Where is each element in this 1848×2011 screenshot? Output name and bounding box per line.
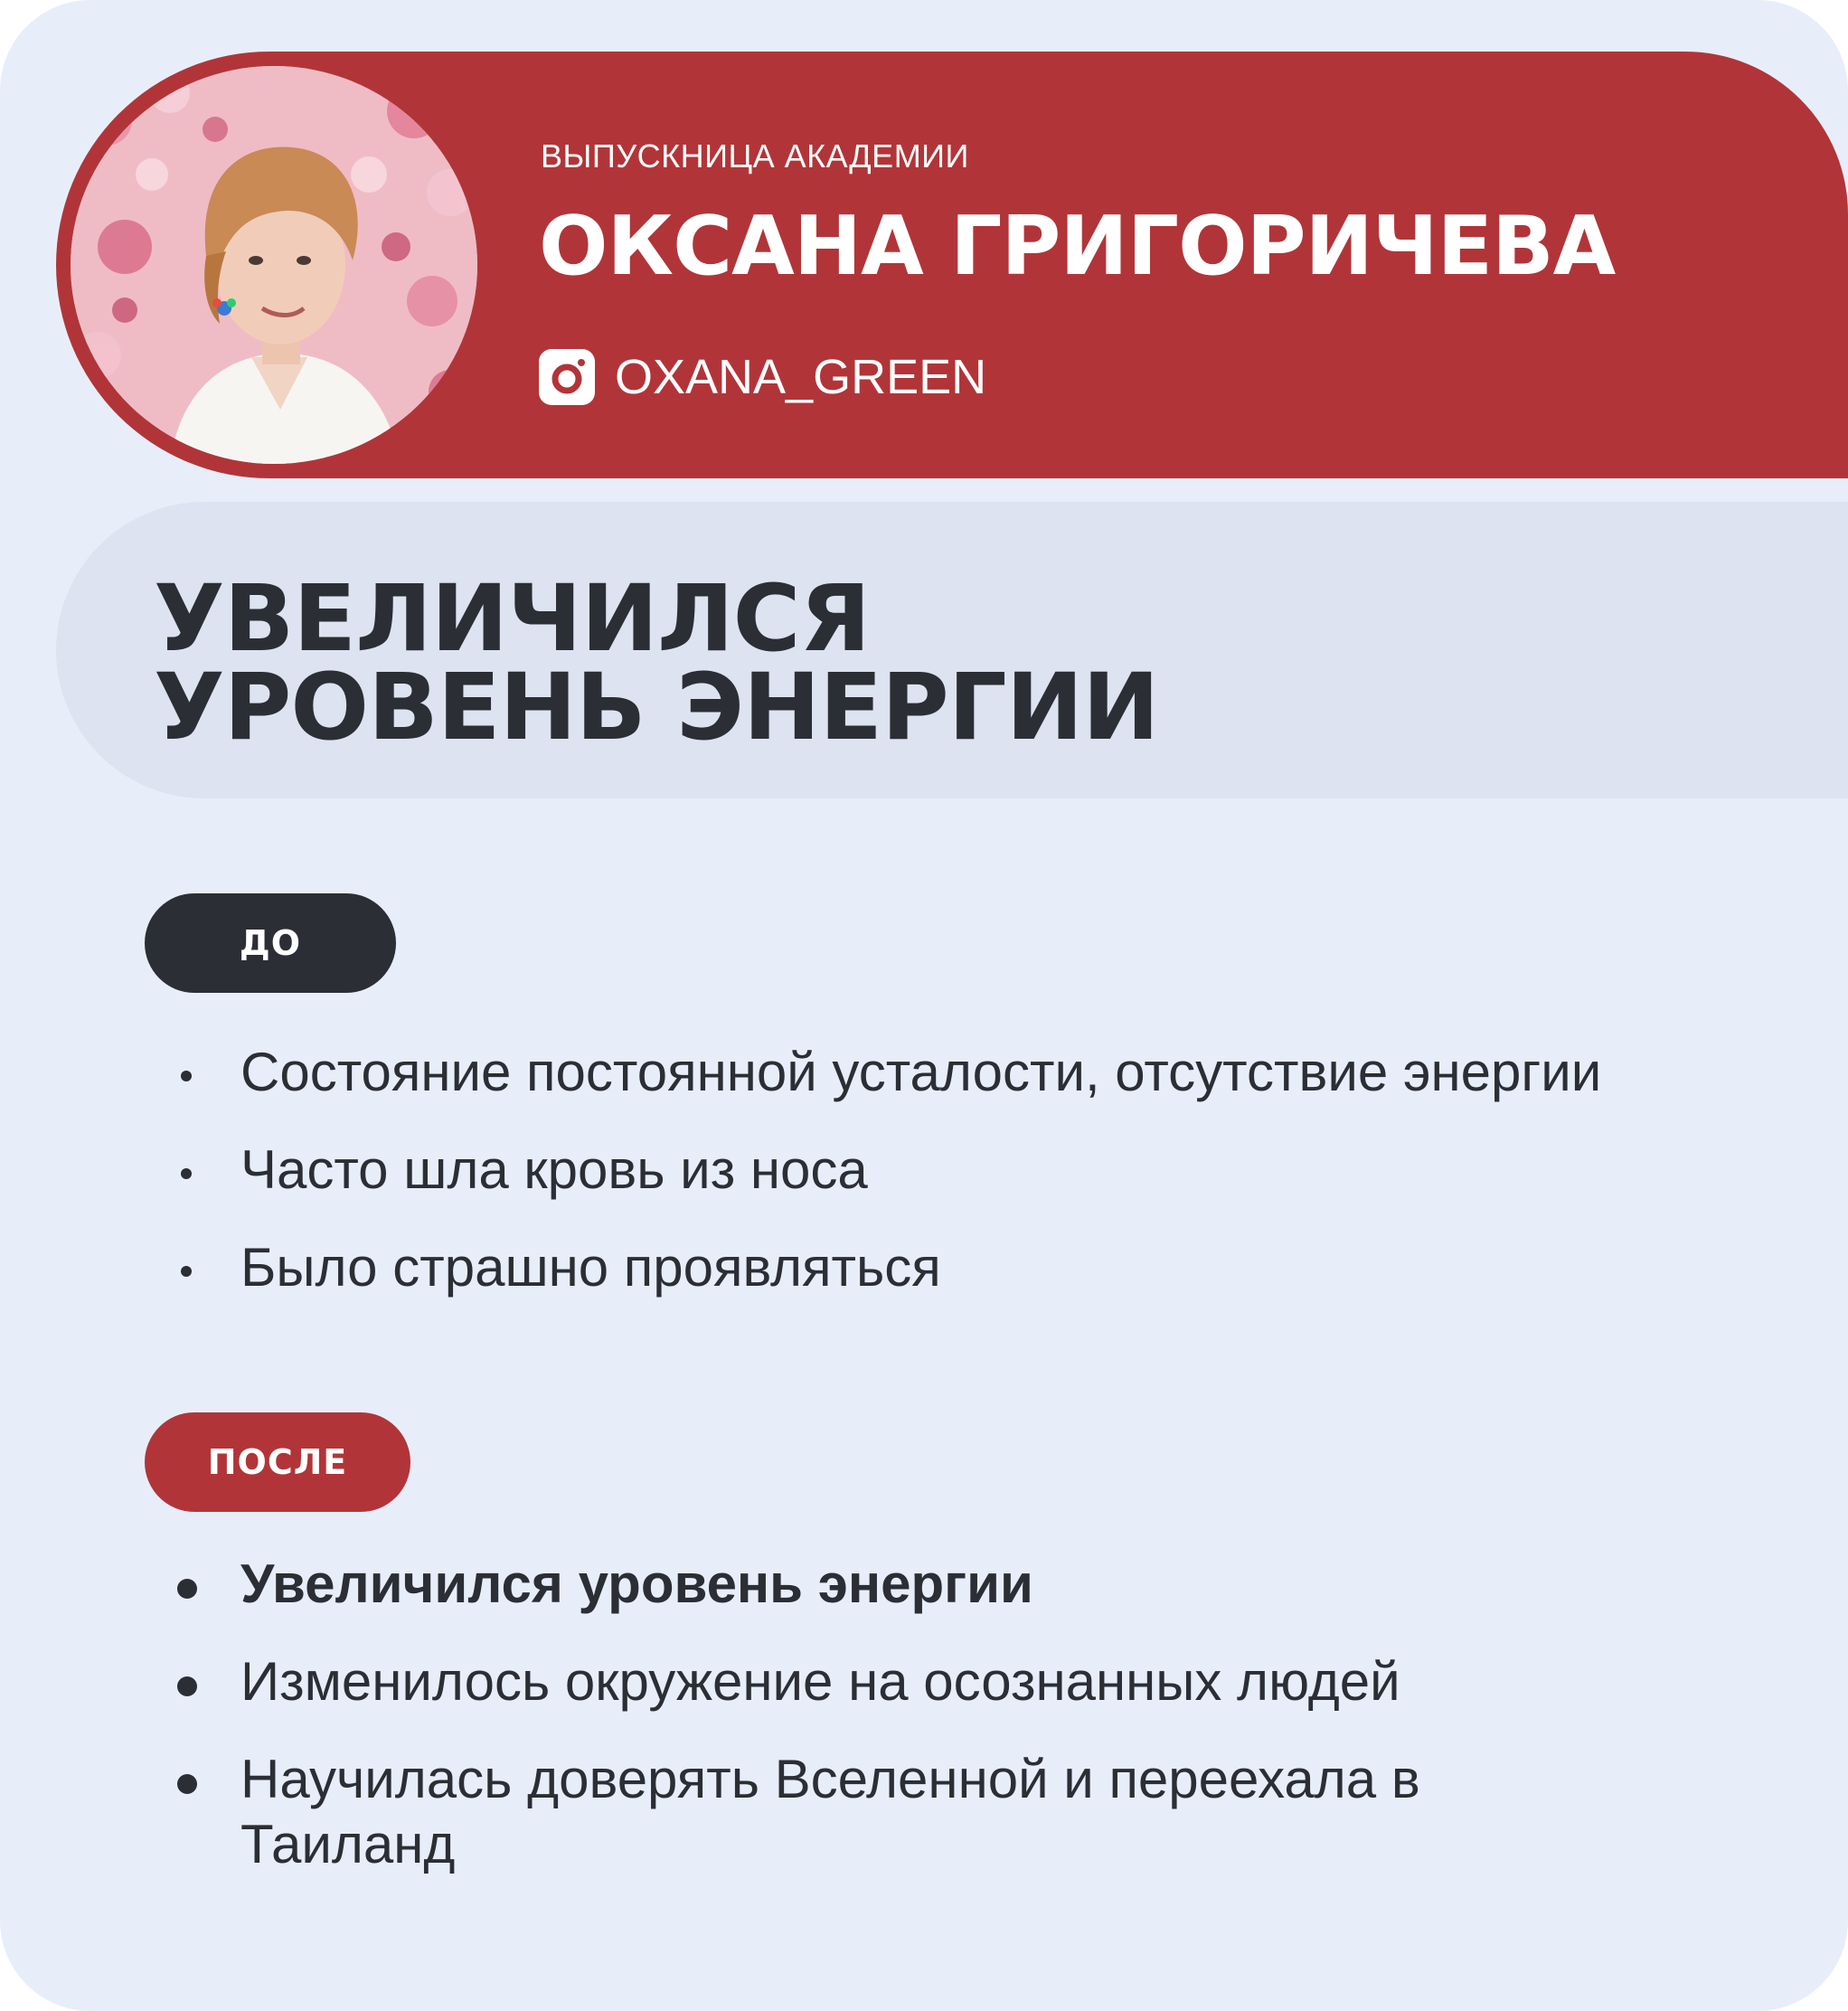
list-item: Изменилось окружение на осознанных людей xyxy=(181,1649,1591,1714)
list-item: Было страшно проявляться xyxy=(181,1235,1601,1300)
headline-line-2: УРОВЕНЬ ЭНЕРГИИ xyxy=(154,654,1159,761)
social-handle: OXANA_GREEN xyxy=(615,350,987,404)
avatar xyxy=(71,66,477,464)
list-item: Научилась доверять Вселенной и переехала в Таиланд xyxy=(181,1747,1591,1877)
headline xyxy=(154,565,1159,761)
person-name: ОКСАНА ГРИГОРИЧЕВА xyxy=(539,199,1616,294)
headline-line-1: УВЕЛИЧИЛСЯ xyxy=(154,565,871,673)
instagram-icon xyxy=(539,349,595,405)
list-item: Часто шла кровь из носа xyxy=(181,1138,1601,1203)
after-badge: ПОСЛЕ xyxy=(145,1412,410,1512)
social-handle-row[interactable] xyxy=(539,348,986,406)
before-badge: ДО xyxy=(145,893,396,993)
subtitle: ВЫПУСКНИЦА АКАДЕМИИ xyxy=(541,137,969,175)
after-list xyxy=(181,1552,1591,1910)
list-item: Увеличился уровень энергии xyxy=(181,1552,1591,1617)
before-list xyxy=(181,1040,1601,1333)
list-item: Состояние постоянной усталости, отсутствие энергии xyxy=(181,1040,1601,1105)
